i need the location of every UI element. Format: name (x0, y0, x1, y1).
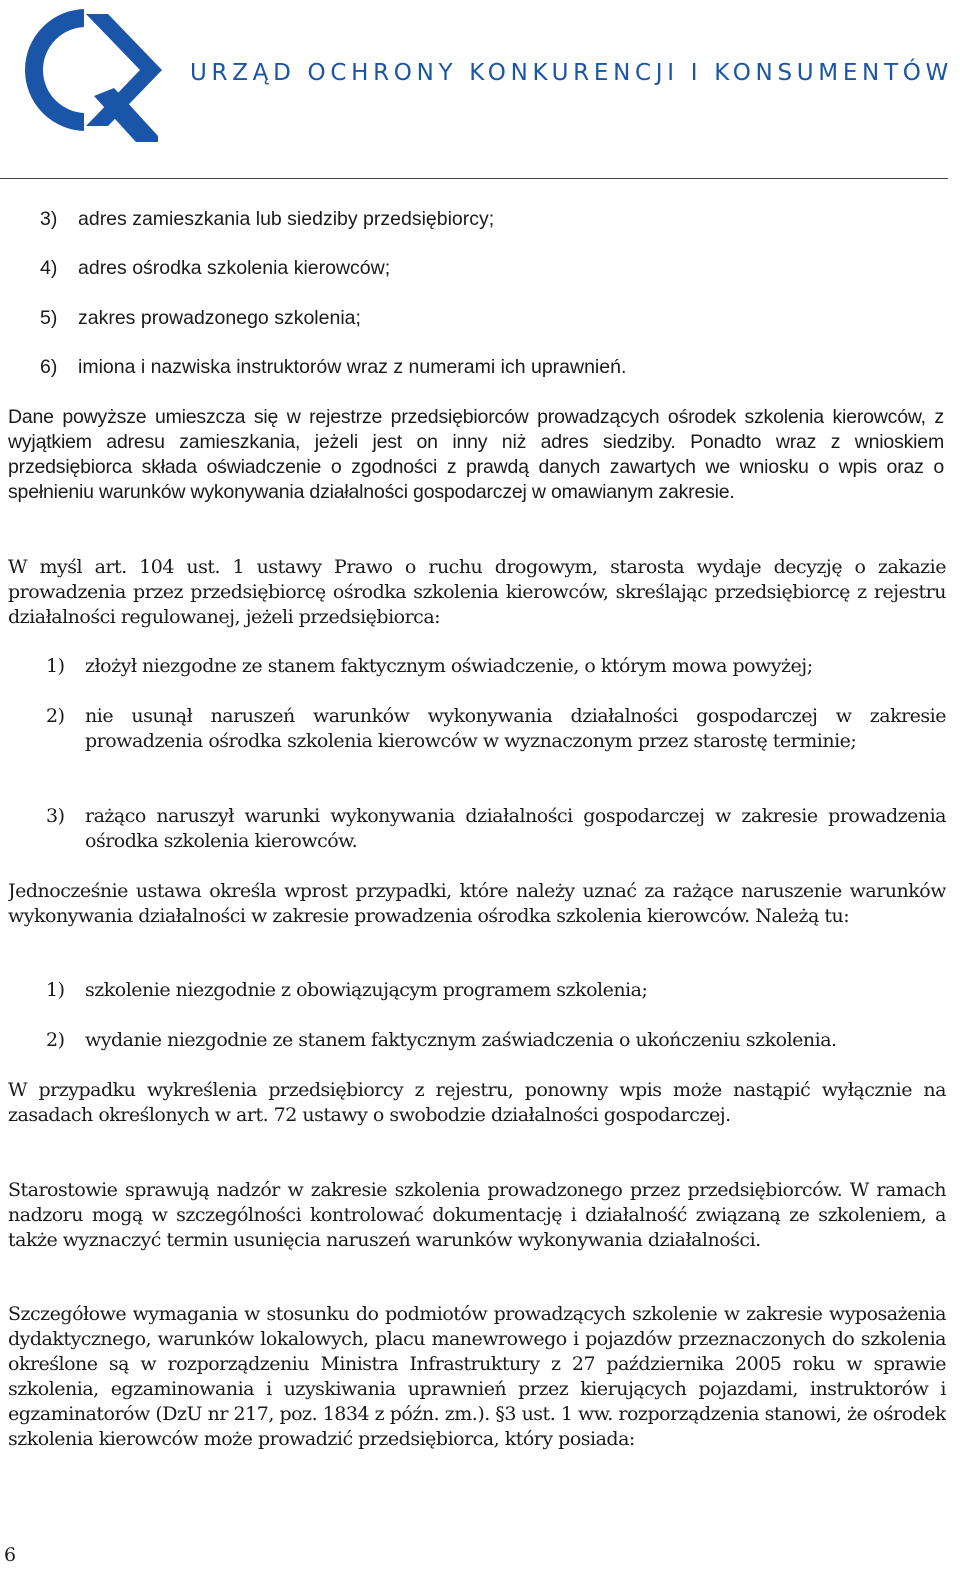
list-item (46, 654, 946, 679)
list-item-number: 6) (40, 356, 58, 378)
list-item (46, 704, 946, 754)
list-item-number: 3) (40, 208, 58, 230)
list-item-number: 2) (46, 705, 65, 727)
list-item (40, 306, 940, 331)
uokik-logo-icon (24, 8, 162, 142)
list-item-number: 3) (46, 805, 65, 827)
list-item-number: 4) (40, 257, 58, 279)
list-item-text: nie usunął naruszeń warunków wykonywania działalności gospodarczej w zakresie prowadzenia ośrodka szkolenia kierowców w wyznaczonym przez starostę terminie; (85, 705, 946, 752)
list-item-text: zakres prowadzonego szkolenia; (78, 307, 361, 329)
list-item (40, 256, 940, 281)
list-item-number: 1) (46, 655, 65, 677)
paragraph-revocation: W myśl art. 104 ust. 1 ustawy Prawo o ruchu drogowym, starosta wydaje decyzję o zakazie prowadzenia przez przedsiębiorcę ośrodka szkolenia kierowców, skreślając przedsiębiorcę z rejestru działalności regulowanej, jeżeli przedsiębiorca: (8, 556, 946, 628)
list-item (40, 207, 940, 232)
list-item-text: rażąco naruszył warunki wykonywania działalności gospodarczej w zakresie prowadzenia ośrodka szkolenia kierowców. (85, 805, 946, 852)
list-item-text: złożył niezgodne ze stanem faktycznym oświadczenie, o którym mowa powyżej; (85, 655, 813, 677)
list-item (46, 804, 946, 854)
list-item-number: 1) (46, 979, 65, 1001)
list-item-text: imiona i nazwiska instruktorów wraz z numerami ich uprawnień. (78, 356, 627, 378)
list-item-number: 5) (40, 307, 58, 329)
list-item (46, 1028, 946, 1053)
organization-name: URZĄD OCHRONY KONKURENCJI I KONSUMENTÓW (190, 60, 953, 86)
list-item-text: adres ośrodka szkolenia kierowców; (78, 257, 391, 279)
paragraph-violations: Jednocześnie ustawa określa wprost przypadki, które należy uznać za rażące naruszenie warunków wykonywania działalności w zakresie prowadzenia ośrodka szkolenia kierowców. Należą tu: (8, 880, 946, 927)
list-item-text: szkolenie niezgodnie z obowiązującym programem szkolenia; (85, 979, 648, 1001)
paragraph-supervision: Starostowie sprawują nadzór w zakresie szkolenia prowadzonego przez przedsiębiorców. W ramach nadzoru mogą w szczególności kontrolować dokumentację i działalność związaną ze szkoleniem, a także wyznaczyć termin usunięcia naruszeń warunków wykonywania działalności. (8, 1179, 946, 1251)
page-header (0, 0, 960, 180)
list-item (40, 355, 940, 380)
list-item-text: wydanie niezgodnie ze stanem faktycznym zaświadczenia o ukończeniu szkolenia. (85, 1029, 837, 1051)
header-divider (0, 178, 948, 179)
list-item (46, 978, 946, 1003)
paragraph-register: Dane powyższe umieszcza się w rejestrze przedsiębiorców prowadzących ośrodek szkolenia kierowców, z wyjątkiem adresu zamieszkania, jeżeli jest on inny niż adres siedziby. Ponadto wraz z wnioskiem przedsiębiorca składa oświadczenie o zgodności z prawdą danych zawartych we wniosku o wpis oraz o spełnieniu warunków wykonywania działalności gospodarczej w omawianym zakresie. (8, 406, 944, 503)
list-item-number: 2) (46, 1029, 65, 1051)
page-number: 6 (4, 1544, 17, 1566)
paragraph-requirements: Szczegółowe wymagania w stosunku do podmiotów prowadzących szkolenie w zakresie wyposażenia dydaktycznego, warunków lokalowych, placu manewrowego i pojazdów przeznaczonych do szkolenia określone są w rozporządzeniu Ministra Infrastruktury z 27 października 2005 roku w sprawie szkolenia, egzaminowania i uzyskiwania uprawnień przez kierujących pojazdami, instruktorów i egzaminatorów (DzU nr 217, poz. 1834 z późn. zm.). §3 ust. 1 ww. rozporządzenia stanowi, że ośrodek szkolenia kierowców może prowadzić przedsiębiorca, który posiada: (8, 1303, 946, 1450)
list-item-text: adres zamieszkania lub siedziby przedsiębiorcy; (78, 208, 495, 230)
paragraph-reentry: W przypadku wykreślenia przedsiębiorcy z rejestru, ponowny wpis może nastąpić wyłącznie na zasadach określonych w art. 72 ustawy o swobodzie działalności gospodarczej. (8, 1079, 946, 1126)
